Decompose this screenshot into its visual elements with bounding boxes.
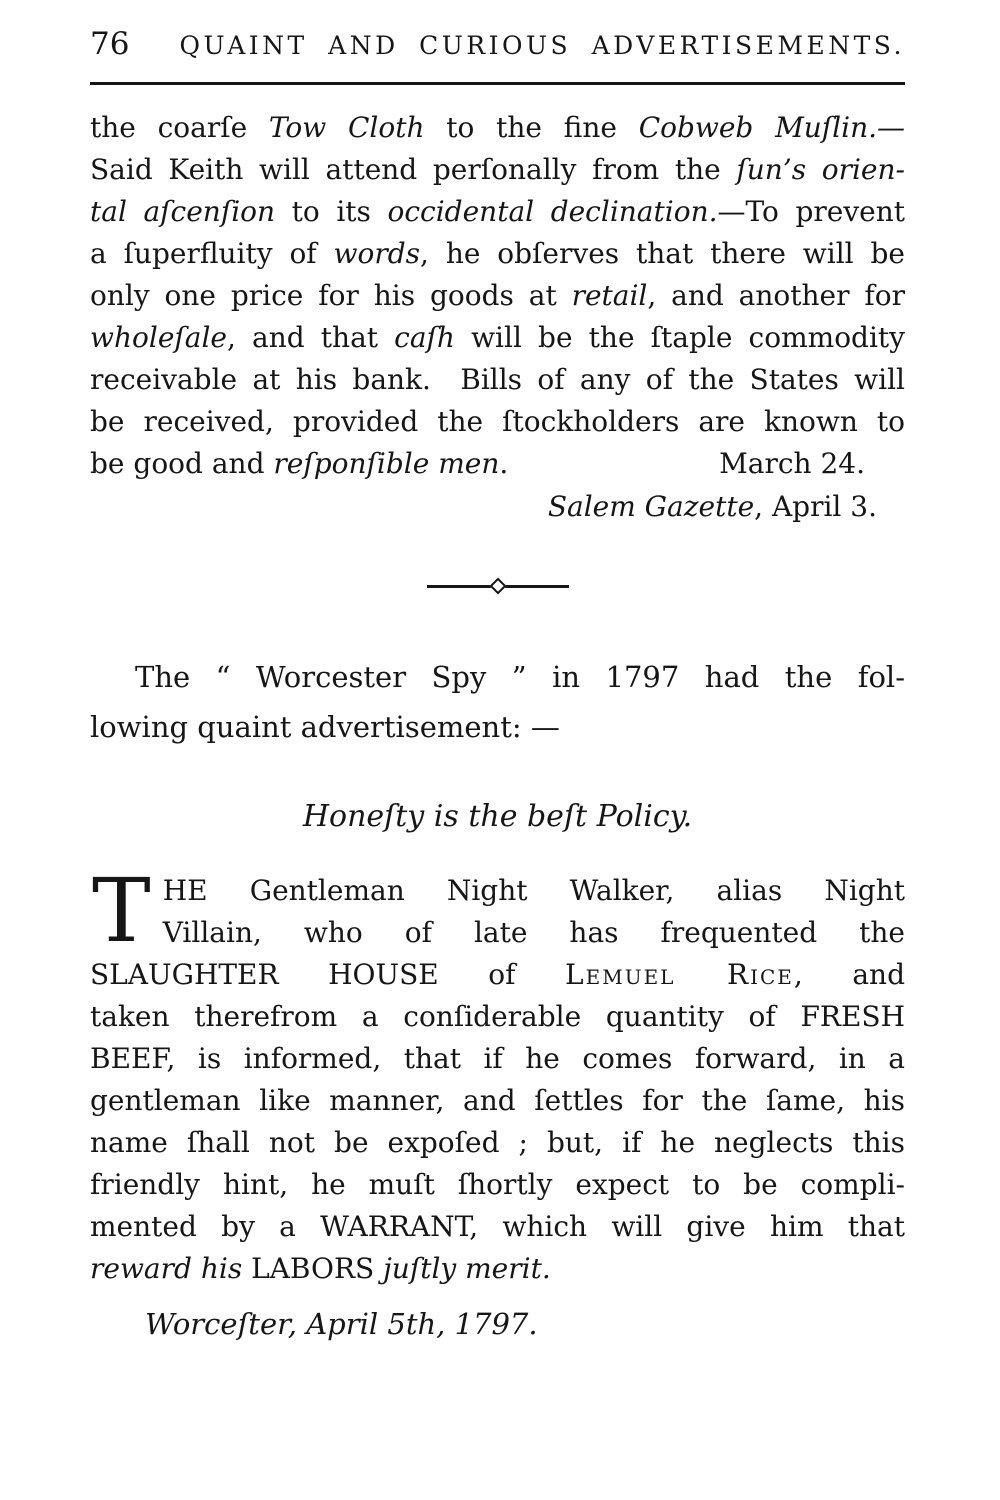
- text-line: [90, 870, 905, 912]
- text-line: [90, 954, 905, 996]
- text-run: taken therefrom a conſiderable quantity of FRESH: [90, 1000, 905, 1033]
- text-line: [90, 191, 905, 233]
- salem-advertisement-paragraph: [90, 107, 905, 485]
- text-line: [90, 652, 905, 702]
- text-run: HE Gentleman Night Walker, alias Night: [162, 874, 905, 907]
- text-run: , April 3.: [754, 490, 877, 523]
- drop-cap-letter: T: [92, 859, 151, 962]
- advertisement-body-lines: [90, 859, 905, 1290]
- running-title: QUAINT AND CURIOUS ADVERTISEMENTS.: [179, 31, 905, 60]
- text-run: tal aſcenſion: [90, 195, 276, 228]
- text-run: BEEF, is informed, that if he comes forward, in a: [90, 1042, 905, 1075]
- text-run: occidental declination.: [387, 195, 718, 228]
- text-run: Villain, who of late has frequented the: [162, 916, 905, 949]
- text-run: juſtly merit.: [383, 1252, 551, 1285]
- text-run: reward his: [90, 1252, 243, 1285]
- text-line: [90, 1164, 905, 1206]
- text-line: [90, 317, 905, 359]
- worcester-spy-intro-paragraph: [90, 652, 905, 752]
- text-run: mented by a WARRANT, which will give him that: [90, 1210, 905, 1243]
- text-run: be good and: [90, 447, 274, 480]
- text-run: gentleman like manner, and ſettles for the ſame, his: [90, 1084, 905, 1117]
- text-run: name ſhall not be expoſed ; but, if he neglects this: [90, 1126, 905, 1159]
- text-run: The “ Worcester Spy ” in 1797 had the fol-: [135, 660, 905, 694]
- text-run: Salem Gazette: [547, 490, 755, 523]
- advertisement-heading: [90, 798, 905, 836]
- text-line: [90, 443, 905, 485]
- text-run: , he obſerves that there will be: [420, 237, 905, 270]
- text-run: March 24.: [719, 447, 865, 480]
- text-run: Cobweb Muſlin.—: [638, 111, 905, 144]
- dateline: [90, 1302, 905, 1346]
- text-line: [90, 149, 905, 191]
- section-divider: [90, 580, 905, 592]
- text-line: [90, 1122, 905, 1164]
- text-run: Lemuel Rice: [565, 958, 794, 991]
- text-line: [90, 1038, 905, 1080]
- text-run: , and: [793, 958, 905, 991]
- text-run: lowing quaint advertisement: —: [90, 710, 560, 744]
- divider-line-left: [427, 585, 491, 588]
- text-run: ſun’s orien-: [736, 153, 905, 186]
- text-run: Said Keith will attend perſonally from the: [90, 153, 737, 186]
- page-number: 76: [90, 26, 130, 62]
- text-run: words: [333, 237, 421, 270]
- text-run: LABORS: [242, 1252, 384, 1285]
- text-run: Worceſter, April 5th, 1797.: [145, 1307, 538, 1341]
- text-run: to its: [275, 195, 388, 228]
- text-run: retail: [571, 279, 648, 312]
- divider-diamond-ornament: [489, 578, 506, 595]
- text-run: only one price for his goods at: [90, 279, 572, 312]
- text-run: to the fine: [424, 111, 639, 144]
- attribution-line: [90, 486, 905, 528]
- text-line: [90, 359, 905, 401]
- text-run: caſh: [394, 321, 455, 354]
- text-run: a ſuperfluity of: [90, 237, 334, 270]
- text-run: , and another for: [647, 279, 905, 312]
- text-line: [90, 702, 905, 752]
- text-line: [90, 1206, 905, 1248]
- line-right-part: [719, 443, 865, 485]
- text-run: —To prevent: [717, 195, 905, 228]
- text-line: [90, 1248, 905, 1290]
- text-line: [90, 996, 905, 1038]
- text-run: , and that: [226, 321, 395, 354]
- text-line: [90, 401, 905, 443]
- text-line: [90, 1080, 905, 1122]
- text-run: Honeſty is the beſt Policy.: [302, 799, 693, 834]
- text-run: will be the ſtaple commodity: [454, 321, 905, 354]
- text-run: Tow Cloth: [268, 111, 425, 144]
- night-walker-advertisement-paragraph: [90, 859, 905, 1290]
- text-run: reſponſible men: [273, 447, 500, 480]
- header-rule: [90, 82, 905, 85]
- text-line: [90, 275, 905, 317]
- text-line: [90, 233, 905, 275]
- text-run: SLAUGHTER HOUSE of: [90, 958, 566, 991]
- text-run: be received, provided the ſtockholders are known to: [90, 405, 905, 438]
- text-run: friendly hint, he muſt ſhortly expect to be compli-: [90, 1168, 905, 1201]
- running-header: [90, 26, 905, 62]
- text-line: [90, 107, 905, 149]
- line-left-part: [90, 443, 508, 485]
- text-run: wholeſale: [90, 321, 227, 354]
- text-run: the coarſe: [90, 111, 269, 144]
- text-run: receivable at his bank. Bills of any of the States will: [90, 363, 905, 396]
- text-run: .: [499, 447, 509, 480]
- text-line: [90, 912, 905, 954]
- divider-line-right: [505, 585, 569, 588]
